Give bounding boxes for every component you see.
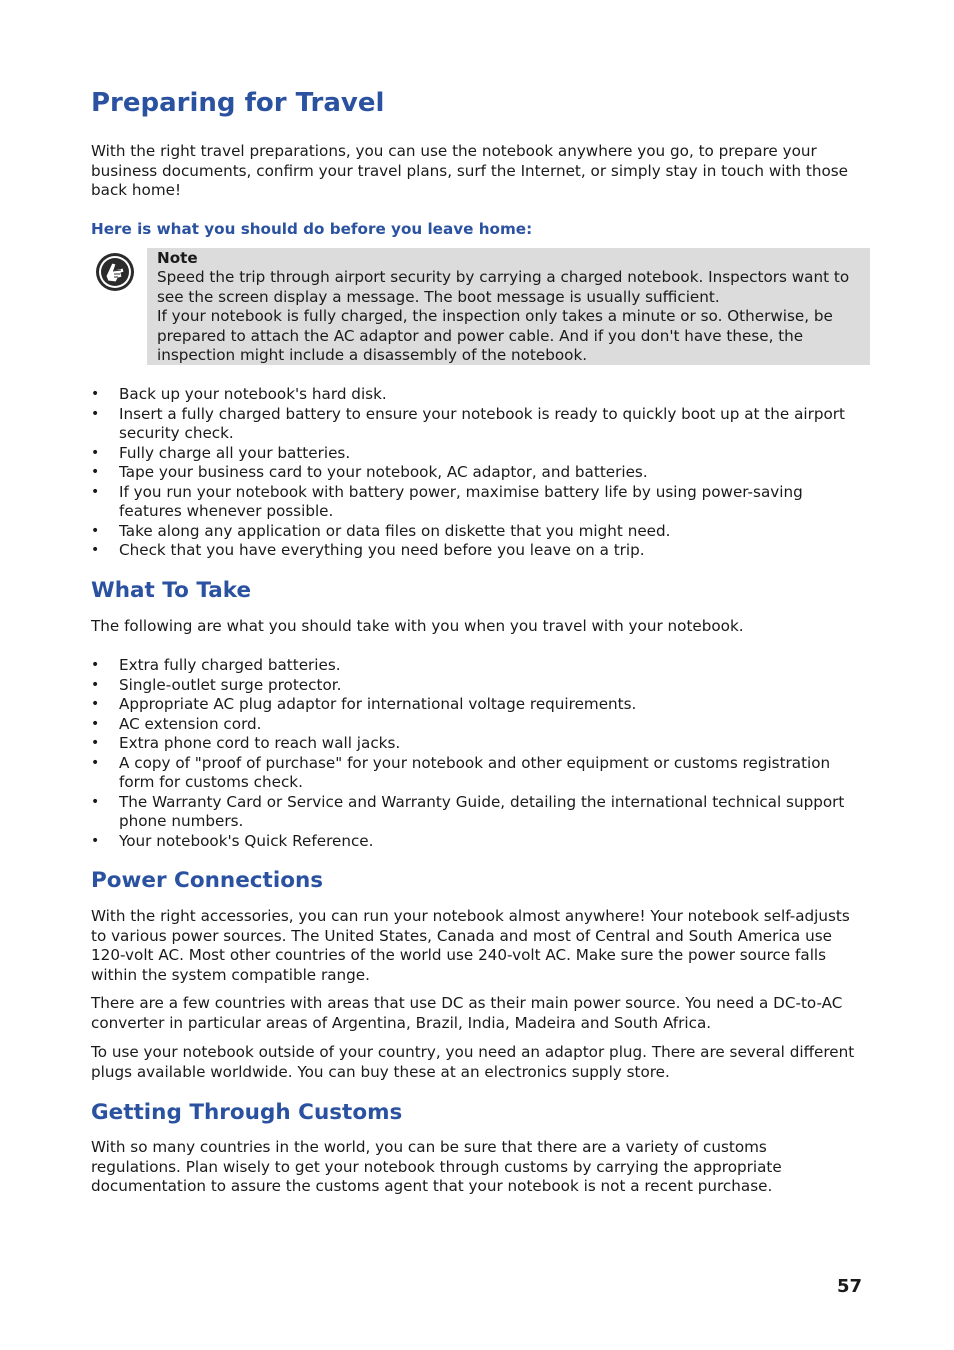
note-hand-icon bbox=[94, 251, 136, 293]
power-connections-heading: Power Connections bbox=[91, 868, 324, 893]
list-item: • Single-outlet surge protector. bbox=[91, 676, 861, 696]
list-item: • Fully charge all your batteries. bbox=[91, 444, 861, 464]
list-item: • The Warranty Card or Service and Warranty Guide, detailing the international technical support phone numbers. bbox=[91, 793, 861, 832]
power-paragraph-1: With the right accessories, you can run your notebook almost anywhere! Your notebook self-adjusts to various power sources. The United States, Canada and most of Central and South America use 120-volt AC. Most other countries of the world use 240-volt AC. Make sure the power source falls within the system compatible range. bbox=[91, 907, 850, 984]
before-heading: Here is what you should do before you leave home: bbox=[91, 220, 533, 238]
what-to-take-list bbox=[91, 656, 861, 851]
note-text bbox=[157, 268, 865, 366]
power-paragraph-2: There are a few countries with areas that use DC as their main power source. You need a DC-to-AC converter in particular areas of Argentina, Brazil, India, Madeira and South Africa. bbox=[91, 994, 843, 1032]
list-item: • Your notebook's Quick Reference. bbox=[91, 832, 861, 852]
note-box bbox=[147, 248, 870, 365]
list-item: • Check that you have everything you need before you leave on a trip. bbox=[91, 541, 861, 561]
list-item: • Appropriate AC plug adaptor for international voltage requirements. bbox=[91, 695, 861, 715]
what-to-take-intro: The following are what you should take with you when you travel with your notebook. bbox=[91, 617, 744, 635]
page-title: Preparing for Travel bbox=[91, 88, 385, 118]
note-text-line-2: If your notebook is fully charged, the inspection only takes a minute or so. Otherwise, be prepared to attach the AC adaptor and power cable. And if you don't have these, the inspection might include a disassembly of the notebook. bbox=[157, 307, 833, 364]
list-item: • Extra fully charged batteries. bbox=[91, 656, 861, 676]
what-to-take-heading: What To Take bbox=[91, 578, 252, 603]
list-item: • If you run your notebook with battery power, maximise battery life by using power-saving features whenever possible. bbox=[91, 483, 861, 522]
intro-paragraph: With the right travel preparations, you can use the notebook anywhere you go, to prepare your business documents, confirm your travel plans, surf the Internet, or simply stay in touch with those back home! bbox=[91, 142, 849, 199]
list-item: • Tape your business card to your notebook, AC adaptor, and batteries. bbox=[91, 463, 861, 483]
customs-paragraph: With so many countries in the world, you can be sure that there are a variety of customs regulations. Plan wisely to get your notebook through customs by carrying the appropriate documentation to assure the customs agent that your notebook is not a recent purchase. bbox=[91, 1138, 782, 1195]
power-paragraph-3: To use your notebook outside of your country, you need an adaptor plug. There are several different plugs available worldwide. You can buy these at an electronics supply store. bbox=[91, 1043, 855, 1081]
list-item: • AC extension cord. bbox=[91, 715, 861, 735]
list-item: • A copy of "proof of purchase" for your notebook and other equipment or customs registration form for customs check. bbox=[91, 754, 861, 793]
before-list bbox=[91, 385, 861, 561]
list-item: • Insert a fully charged battery to ensure your notebook is ready to quickly boot up at the airport security check. bbox=[91, 405, 861, 444]
list-item: • Extra phone cord to reach wall jacks. bbox=[91, 734, 861, 754]
note-title: Note bbox=[157, 249, 198, 267]
list-item: • Back up your notebook's hard disk. bbox=[91, 385, 861, 405]
note-text-line-1: Speed the trip through airport security by carrying a charged notebook. Inspectors want to see the screen display a message. The boot message is usually sufficient. bbox=[157, 268, 850, 306]
list-item: • Take along any application or data files on diskette that you might need. bbox=[91, 522, 861, 542]
customs-heading: Getting Through Customs bbox=[91, 1100, 403, 1125]
page-number: 57 bbox=[836, 1276, 862, 1297]
